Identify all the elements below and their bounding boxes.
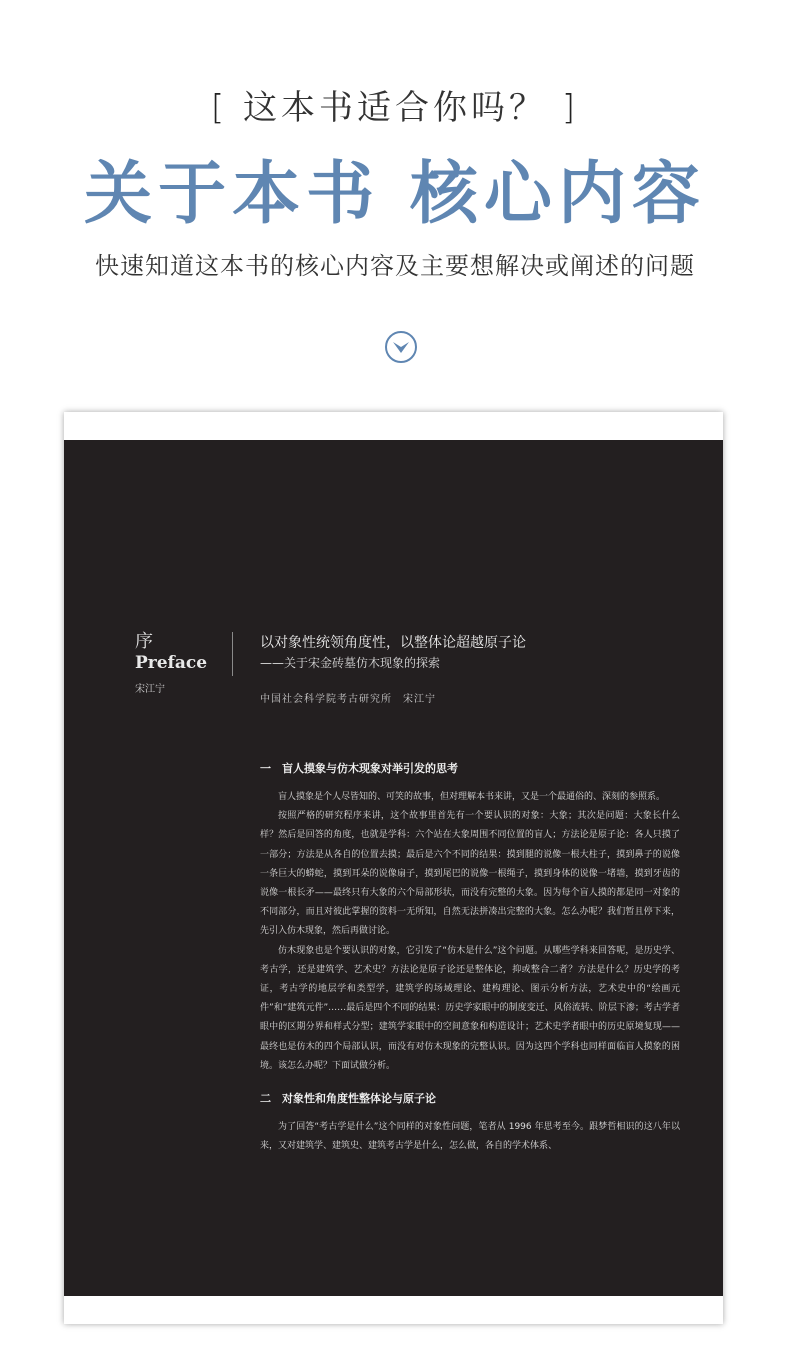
section-heading: 一 盲人摸象与仿木现象对举引发的思考 — [260, 762, 458, 775]
tagline-text: 这本书适合你吗？ — [243, 88, 547, 128]
divider — [232, 632, 233, 676]
paragraph: 按照严格的研究程序来讲，这个故事里首先有一个要认识的对象：大象；其次是问题：大象长什么样？然后是回答的角度，也就是学科：六个站在大象周围不同位置的盲人；方法论是原子论：各人只摸了一部分；方法是从各自的位置去摸；最后是六个不同的结果：摸到腿的说像一根大柱子，摸到鼻子的说像一条巨大的蟒蛇，摸到耳朵的说像扇子，摸到尾巴的说像一根绳子，摸到身体的说像一堵墙，摸到牙齿的说像一根长矛——最终只有大象的六个局部形状，而没有完整的大象。因为每个盲人摸的都是同一对象的不同部分，而且对彼此掌握的资料一无所知，自然无法拼凑出完整的大象。怎么办呢？我们暂且停下来，先引入仿木现象，然后再做讨论。 — [260, 811, 680, 937]
preface-label — [135, 632, 207, 695]
chevron-down-circle-icon — [384, 330, 418, 364]
section-heading: 二 对象性和角度性整体论与原子论 — [260, 1092, 436, 1106]
preface-author: 宋江宁 — [135, 684, 165, 695]
preface-subtitle: ——关于宋金砖墓仿木现象的探索 — [260, 656, 441, 670]
page-subtitle: 快速知道这本书的核心内容及主要想解决或阐述的问题 — [95, 252, 695, 280]
tagline — [0, 80, 790, 129]
preface-body — [260, 760, 680, 1156]
bracket-right: ] — [561, 88, 580, 128]
preface-en: Preface — [135, 653, 208, 673]
preface-page — [64, 440, 723, 1296]
paragraph: 盲人摸象是个人尽皆知的、可笑的故事，但对理解本书来讲，又是一个最通俗的、深刻的参照系。 — [278, 792, 666, 802]
preface-zh: 序 — [135, 631, 153, 652]
paragraph: 为了回答“考古学是什么”这个同样的对象性问题，笔者从 1996 年思考至今。跟梦哲相识的这八年以来，又对建筑学、建筑史、建筑考古学是什么，怎么做，各自的学术体系、 — [260, 1122, 680, 1152]
author-affiliation: 中国社会科学院考古研究所 宋江宁 — [260, 694, 436, 705]
book-page-preview — [64, 412, 723, 1324]
bracket-left: [ — [210, 88, 229, 128]
preface-title: 以对象性统领角度性，以整体论超越原子论 — [260, 635, 526, 651]
page-title: 关于本书 核心内容 — [84, 154, 706, 234]
paragraph: 仿木现象也是个要认识的对象，它引发了“仿木是什么”这个问题。从哪些学科来回答呢，是历史学、考古学，还是建筑学、艺术史？方法论是原子论还是整体论，抑或整合二者？方法是什么？历史学的考证，考古学的地层学和类型学，建筑学的场域理论、建构理论、图示分析方法，艺术史中的“绘画元件”和“建筑元件”……最后是四个不同的结果：历史学家眼中的制度变迁、风俗流转、阶层下渗；考古学者眼中的区期分界和样式分型；建筑学家眼中的空间意象和构造设计；艺术史学者眼中的历史原境复现——最终也是仿木的四个局部认识，而没有对仿木现象的完整认识。因为这四个学科也同样面临盲人摸象的困境。该怎么办呢？下面试做分析。 — [260, 945, 680, 1071]
